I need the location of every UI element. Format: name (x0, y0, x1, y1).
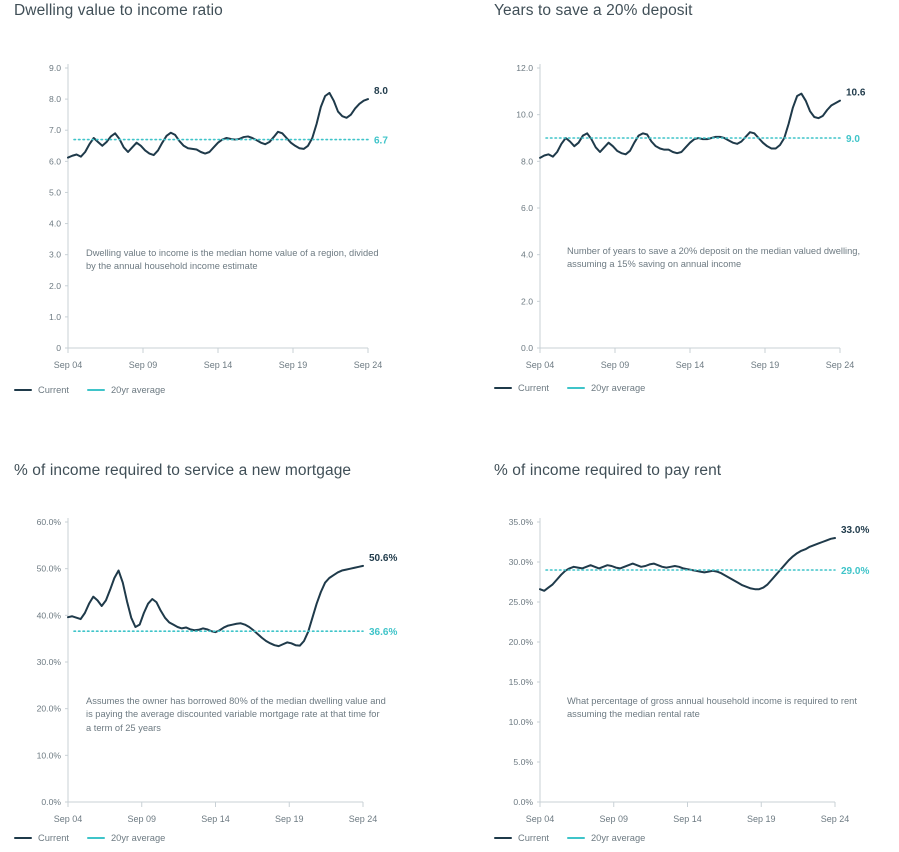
chart-title: % of income required to pay rent (494, 462, 722, 479)
chart-plot-area (14, 24, 444, 384)
svg-text:20.0%: 20.0% (36, 703, 61, 714)
svg-text:Sep 04: Sep 04 (53, 360, 83, 370)
svg-text:36.6%: 36.6% (369, 627, 398, 639)
svg-text:Sep 24: Sep 24 (820, 814, 850, 824)
chart-title: Dwelling value to income ratio (14, 2, 223, 19)
chart-legend (14, 385, 165, 395)
svg-text:8.0: 8.0 (374, 86, 388, 98)
svg-text:Sep 19: Sep 19 (746, 814, 776, 824)
svg-text:12.0: 12.0 (516, 63, 533, 73)
legend-swatch-current-icon (494, 387, 512, 390)
svg-text:9.0: 9.0 (846, 134, 860, 145)
svg-text:50.6%: 50.6% (369, 552, 398, 564)
svg-text:9.0: 9.0 (49, 63, 61, 73)
svg-text:4.0: 4.0 (521, 249, 533, 260)
chart-title: Years to save a 20% deposit (494, 2, 693, 19)
legend-label-average: 20yr average (591, 833, 646, 843)
svg-text:35.0%: 35.0% (508, 517, 533, 527)
svg-text:5.0: 5.0 (49, 187, 61, 198)
svg-text:Sep 24: Sep 24 (825, 360, 855, 370)
svg-text:29.0%: 29.0% (841, 566, 870, 577)
svg-text:6.0: 6.0 (49, 156, 61, 167)
legend-swatch-average-icon (87, 389, 105, 392)
legend-label-current: Current (38, 385, 70, 395)
legend-item-current (14, 833, 69, 843)
chart-plot-area (14, 484, 444, 832)
svg-text:40.0%: 40.0% (36, 610, 61, 621)
legend-label-current: Current (518, 833, 550, 843)
svg-text:50.0%: 50.0% (36, 563, 61, 574)
svg-text:10.0%: 10.0% (508, 717, 533, 727)
legend-label-current: Current (518, 383, 550, 393)
svg-text:Sep 24: Sep 24 (353, 360, 383, 370)
svg-text:Sep 24: Sep 24 (348, 814, 378, 824)
chart-annotation: What percentage of gross annual household income is required to rent assuming the median rental rate (567, 696, 857, 720)
svg-text:6.0: 6.0 (521, 203, 533, 213)
chart-annotation: Dwelling value to income is the median home value of a region, divided by the annual household income estimate (86, 248, 379, 272)
legend-swatch-current-icon (494, 837, 512, 840)
svg-text:6.7: 6.7 (374, 135, 388, 147)
svg-text:7.0: 7.0 (49, 125, 61, 136)
svg-text:8.0: 8.0 (521, 156, 533, 167)
svg-text:Sep 14: Sep 14 (201, 814, 230, 824)
chart-legend (494, 383, 645, 393)
chart-annotation: Number of years to save a 20% deposit on the median valued dwelling, assuming a 15% saving on annual income (567, 246, 861, 270)
svg-text:10.0%: 10.0% (36, 750, 61, 761)
legend-item-average (567, 383, 645, 393)
svg-text:8.0: 8.0 (49, 94, 61, 105)
svg-text:60.0%: 60.0% (36, 517, 61, 527)
legend-item-average (87, 385, 165, 395)
chart-legend (494, 833, 645, 843)
svg-text:2.0: 2.0 (521, 296, 533, 307)
svg-text:0.0%: 0.0% (513, 797, 533, 807)
chart-legend (14, 833, 165, 843)
svg-text:Sep 19: Sep 19 (278, 360, 308, 370)
svg-text:20.0%: 20.0% (508, 637, 533, 647)
svg-text:0.0%: 0.0% (41, 797, 61, 807)
chart-panel-dwelling-value-to-income-ratio (14, 2, 444, 412)
legend-item-current (494, 833, 549, 843)
legend-label-average: 20yr average (591, 383, 646, 393)
svg-text:30.0%: 30.0% (36, 657, 61, 667)
svg-text:25.0%: 25.0% (508, 597, 533, 607)
legend-label-average: 20yr average (111, 833, 166, 843)
svg-text:Sep 19: Sep 19 (750, 360, 780, 370)
legend-swatch-current-icon (14, 389, 32, 392)
svg-text:Sep 09: Sep 09 (600, 360, 630, 370)
line-chart-svg (14, 24, 444, 384)
legend-swatch-current-icon (14, 837, 32, 840)
chart-annotation: Assumes the owner has borrowed 80% of the median dwelling value and is paying the average discounted variable mortgage rate at that time for a term of 25 years (86, 696, 386, 733)
svg-text:Sep 09: Sep 09 (127, 814, 157, 824)
svg-text:3.0: 3.0 (49, 249, 61, 260)
svg-text:Sep 19: Sep 19 (274, 814, 304, 824)
svg-text:33.0%: 33.0% (841, 525, 870, 536)
svg-text:30.0%: 30.0% (508, 557, 533, 567)
svg-text:5.0%: 5.0% (513, 757, 533, 767)
chart-plot-area (494, 484, 899, 832)
svg-text:15.0%: 15.0% (508, 677, 533, 687)
svg-text:0.0: 0.0 (521, 343, 533, 353)
chart-title: % of income required to service a new mortgage (14, 462, 352, 479)
legend-swatch-average-icon (87, 837, 105, 840)
chart-panel-income-required-new-mortgage (14, 462, 444, 852)
svg-text:Sep 04: Sep 04 (525, 814, 555, 824)
legend-item-average (567, 833, 645, 843)
svg-text:Sep 14: Sep 14 (675, 360, 705, 370)
legend-swatch-average-icon (567, 837, 585, 840)
chart-plot-area (494, 24, 899, 382)
svg-text:0: 0 (56, 343, 61, 353)
svg-text:Sep 14: Sep 14 (673, 814, 702, 824)
legend-label-current: Current (38, 833, 70, 843)
svg-text:10.6: 10.6 (846, 87, 866, 99)
line-chart-svg (494, 484, 899, 832)
svg-text:Sep 04: Sep 04 (525, 360, 555, 370)
svg-text:10.0: 10.0 (516, 109, 533, 120)
svg-text:4.0: 4.0 (49, 218, 61, 229)
legend-item-current (14, 385, 69, 395)
svg-text:2.0: 2.0 (49, 280, 61, 291)
legend-item-average (87, 833, 165, 843)
svg-text:Sep 09: Sep 09 (128, 360, 158, 370)
svg-text:Sep 04: Sep 04 (53, 814, 83, 824)
line-chart-svg (14, 484, 444, 832)
legend-label-average: 20yr average (111, 385, 166, 395)
svg-text:Sep 09: Sep 09 (599, 814, 629, 824)
svg-text:Sep 14: Sep 14 (203, 360, 233, 370)
chart-panel-years-to-save-deposit (494, 2, 899, 412)
line-chart-svg (494, 24, 899, 382)
svg-text:1.0: 1.0 (49, 311, 61, 322)
legend-swatch-average-icon (567, 387, 585, 390)
chart-panel-income-required-pay-rent (494, 462, 899, 852)
legend-item-current (494, 383, 549, 393)
